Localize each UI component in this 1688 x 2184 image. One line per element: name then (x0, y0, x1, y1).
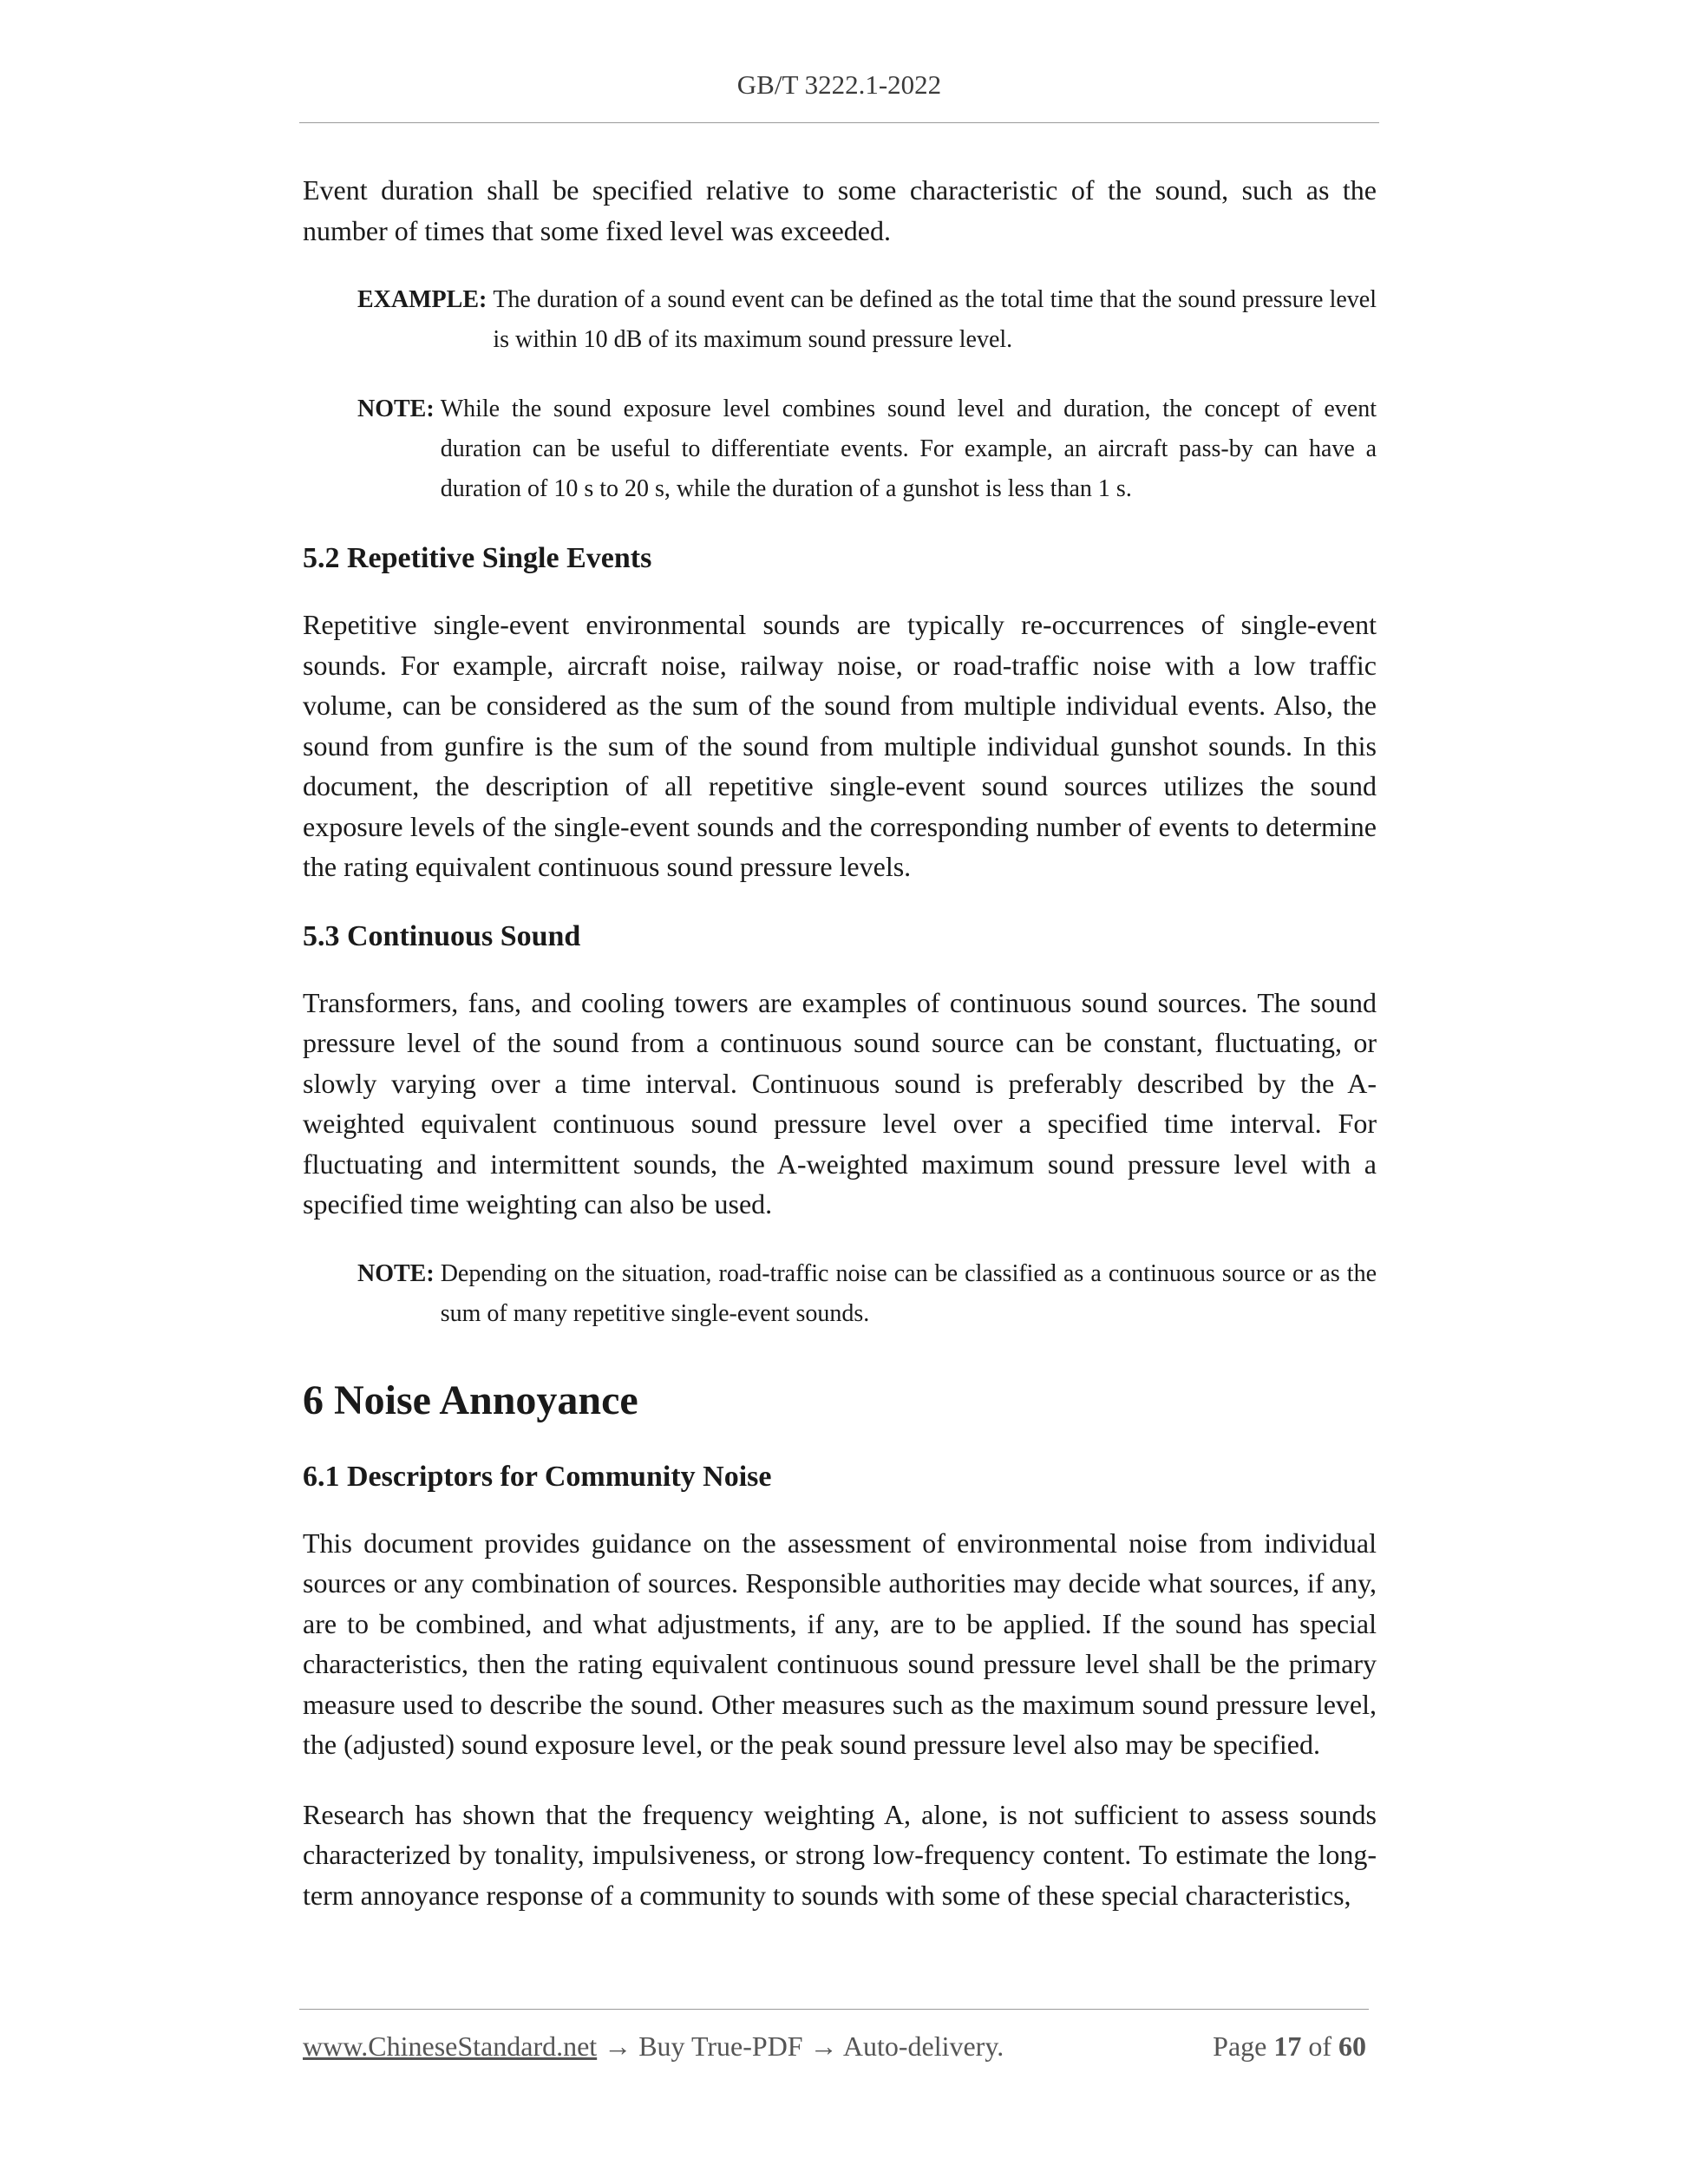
page-total: 60 (1338, 2030, 1366, 2062)
section-6-heading: 6 Noise Annoyance (303, 1376, 638, 1423)
section-6-1-heading: 6.1 Descriptors for Community Noise (303, 1460, 772, 1493)
example-text: The duration of a sound event can be defined as the total time that the sound pressure level is within 10 dB of its maximum sound pressure level. (493, 286, 1377, 353)
section-5-3-heading: 5.3 Continuous Sound (303, 919, 581, 952)
note-text: While the sound exposure level combines sound level and duration, the concept of event duration can be useful to differentiate events. For example, an aircraft pass-by can have a duration of 10 s to 20 s, while the duration of a gunshot is less than 1 s. (440, 396, 1377, 502)
page-current: 17 (1273, 2030, 1302, 2062)
page-header: GB/T 3222.1-2022 (736, 69, 942, 100)
header-divider (299, 122, 1379, 123)
note-label: NOTE: (357, 396, 441, 422)
document-body (303, 170, 1377, 1945)
section-6-1-paragraph-2: Research has shown that the frequency weighting A, alone, is not sufficient to assess sounds characterized by tonality, impulsiveness, or strong low-frequency content. To estimate the long-term annoyance response of a community to sounds with some of these special characteristics, (303, 1798, 1377, 1911)
of-label: of (1301, 2030, 1338, 2062)
page-counter (1213, 2030, 1366, 2063)
footer-divider (299, 2009, 1369, 2010)
section-5-2-paragraph: Repetitive single-event environmental sounds are typically re-occurrences of single-event sounds. For example, aircraft noise, railway noise, or road-traffic noise with a low traffic volume, can be considered as the sum of the sound from multiple individual events. Also, the sound from gunfire is the sum of the sound from multiple individual gunshot sounds. In this document, the description of all repetitive single-event sound sources utilizes the sound exposure levels of the single-event sounds and the corresponding number of events to determine the rating equivalent continuous sound pressure levels. (303, 609, 1377, 882)
website-link[interactable]: www.ChineseStandard.net (303, 2030, 598, 2062)
section-5-3-paragraph: Transformers, fans, and cooling towers are examples of continuous sound sources. The sound pressure level of the sound from a continuous sound source can be constant, fluctuating, or slowly varying over a time interval. Continuous sound is preferably described by the A-weighted equivalent continuous sound pressure level over a specified time interval. For fluctuating and intermittent sounds, the A-weighted maximum sound pressure level with a specified time weighting can also be used. (303, 986, 1377, 1220)
intro-paragraph: Event duration shall be specified relative to some characteristic of the sound, such as the number of times that some fixed level was exceeded. (303, 174, 1377, 246)
note-block (357, 389, 1377, 509)
section-6-1-paragraph-1: This document provides guidance on the assessment of environmental noise from individual sources or any combination of sources. Responsible authorities may decide what sources, if any, are to be combined, and what adjustments, if any, are to be applied. If the sound has special characteristics, then the rating equivalent continuous sound pressure level shall be the primary measure used to describe the sound. Other measures such as the maximum sound pressure level, the (adjusted) sound exposure level, or the peak sound pressure level also may be specified. (303, 1527, 1377, 1760)
section-5-2-heading: 5.2 Repetitive Single Events (303, 542, 652, 574)
page-footer (303, 2030, 1366, 2063)
note-text: Depending on the situation, road-traffic noise can be classified as a continuous source or as the sum of many repetitive single-event sounds. (440, 1259, 1377, 1327)
note-label: NOTE: (357, 1259, 441, 1287)
note-block (357, 1254, 1377, 1334)
footer-left (303, 2030, 1004, 2063)
example-block (357, 280, 1377, 360)
footer-promo: → Buy True-PDF → Auto-delivery. (597, 2030, 1004, 2062)
page-label: Page (1213, 2030, 1274, 2062)
example-label: EXAMPLE: (357, 286, 494, 313)
